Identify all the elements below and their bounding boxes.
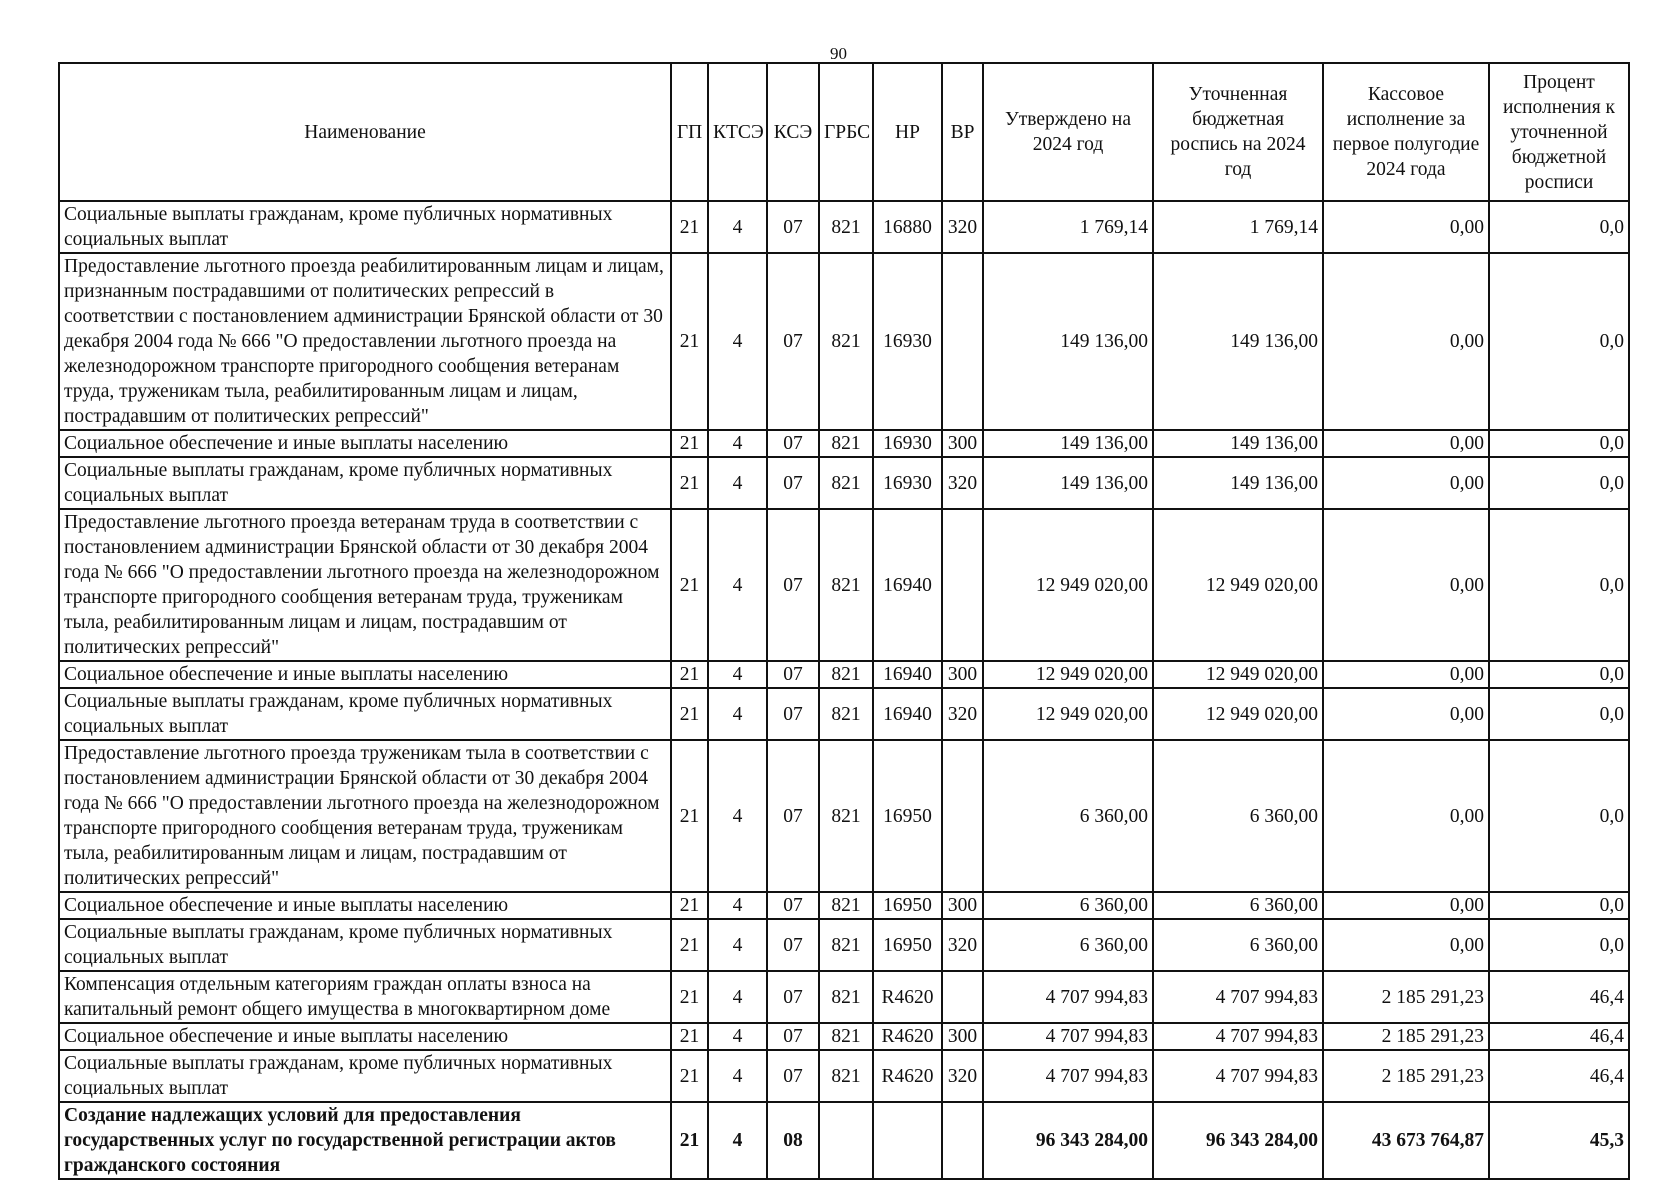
cell-cash: 0,00 (1323, 892, 1489, 919)
cell-gp: 21 (671, 1102, 708, 1179)
cell-vr (942, 253, 983, 430)
cell-refined: 4 707 994,83 (1153, 1050, 1323, 1102)
cell-kse: 07 (767, 201, 819, 253)
cell-grbs: 821 (819, 1023, 873, 1050)
cell-name: Социальное обеспечение и иные выплаты населению (59, 661, 671, 688)
cell-vr (942, 509, 983, 661)
cell-np: 16950 (873, 892, 942, 919)
cell-gp: 21 (671, 661, 708, 688)
cell-name: Социальные выплаты гражданам, кроме публичных нормативных социальных выплат (59, 201, 671, 253)
cell-ktse: 4 (708, 430, 767, 457)
cell-grbs: 821 (819, 509, 873, 661)
cell-kse: 07 (767, 919, 819, 971)
cell-name: Социальное обеспечение и иные выплаты населению (59, 892, 671, 919)
table-row (59, 688, 1629, 740)
table-row (59, 1050, 1629, 1102)
cell-grbs: 821 (819, 740, 873, 892)
cell-refined: 149 136,00 (1153, 430, 1323, 457)
cell-refined: 12 949 020,00 (1153, 688, 1323, 740)
cell-vr (942, 971, 983, 1023)
cell-name: Компенсация отдельным категориям граждан оплаты взноса на капитальный ремонт общего имущества в многоквартирном доме (59, 971, 671, 1023)
cell-ktse: 4 (708, 688, 767, 740)
cell-kse: 08 (767, 1102, 819, 1179)
cell-vr: 320 (942, 457, 983, 509)
cell-approved: 149 136,00 (983, 253, 1153, 430)
cell-percent: 0,0 (1489, 201, 1629, 253)
cell-ktse: 4 (708, 1050, 767, 1102)
cell-gp: 21 (671, 919, 708, 971)
table-row (59, 971, 1629, 1023)
cell-approved: 6 360,00 (983, 740, 1153, 892)
cell-refined: 6 360,00 (1153, 892, 1323, 919)
cell-grbs: 821 (819, 971, 873, 1023)
cell-percent: 0,0 (1489, 457, 1629, 509)
cell-name: Предоставление льготного проезда труженикам тыла в соответствии с постановлением администрации Брянской области от 30 декабря 2004 года № 666 "О предоставлении льготного проезда на железнодорожном транспорте пригородного сообщения ветеранам труда, труженикам тыла, реабилитированным лицам и лицам, пострадавшим от политических репрессий" (59, 740, 671, 892)
cell-cash: 0,00 (1323, 430, 1489, 457)
cell-percent: 0,0 (1489, 661, 1629, 688)
table-row (59, 430, 1629, 457)
cell-cash: 43 673 764,87 (1323, 1102, 1489, 1179)
cell-vr: 300 (942, 430, 983, 457)
cell-percent: 46,4 (1489, 971, 1629, 1023)
cell-ktse: 4 (708, 1023, 767, 1050)
cell-cash: 0,00 (1323, 661, 1489, 688)
cell-grbs: 821 (819, 201, 873, 253)
cell-refined: 6 360,00 (1153, 740, 1323, 892)
header-name: Наименование (59, 63, 671, 201)
budget-table (58, 62, 1630, 1180)
cell-approved: 4 707 994,83 (983, 971, 1153, 1023)
cell-gp: 21 (671, 201, 708, 253)
cell-refined: 12 949 020,00 (1153, 661, 1323, 688)
cell-grbs: 821 (819, 1050, 873, 1102)
cell-vr: 320 (942, 919, 983, 971)
header-np: НР (873, 63, 942, 201)
cell-kse: 07 (767, 1050, 819, 1102)
cell-kse: 07 (767, 253, 819, 430)
cell-approved: 4 707 994,83 (983, 1023, 1153, 1050)
cell-refined: 1 769,14 (1153, 201, 1323, 253)
cell-ktse: 4 (708, 661, 767, 688)
cell-ktse: 4 (708, 919, 767, 971)
cell-gp: 21 (671, 253, 708, 430)
cell-kse: 07 (767, 1023, 819, 1050)
cell-name: Социальное обеспечение и иные выплаты населению (59, 430, 671, 457)
cell-refined: 6 360,00 (1153, 919, 1323, 971)
cell-gp: 21 (671, 971, 708, 1023)
cell-np: R4620 (873, 1023, 942, 1050)
cell-vr (942, 740, 983, 892)
cell-ktse: 4 (708, 1102, 767, 1179)
cell-ktse: 4 (708, 457, 767, 509)
table-body (59, 201, 1629, 1179)
cell-grbs: 821 (819, 688, 873, 740)
cell-ktse: 4 (708, 892, 767, 919)
cell-np: 16930 (873, 457, 942, 509)
cell-gp: 21 (671, 688, 708, 740)
cell-gp: 21 (671, 457, 708, 509)
cell-kse: 07 (767, 509, 819, 661)
cell-refined: 4 707 994,83 (1153, 1023, 1323, 1050)
cell-grbs: 821 (819, 892, 873, 919)
cell-np: 16940 (873, 661, 942, 688)
cell-name: Создание надлежащих условий для предоставления государственных услуг по государственной регистрации актов гражданского состояния (59, 1102, 671, 1179)
cell-vr: 320 (942, 1050, 983, 1102)
cell-percent: 0,0 (1489, 253, 1629, 430)
cell-percent: 45,3 (1489, 1102, 1629, 1179)
cell-approved: 12 949 020,00 (983, 661, 1153, 688)
cell-cash: 0,00 (1323, 201, 1489, 253)
cell-vr: 300 (942, 661, 983, 688)
cell-approved: 6 360,00 (983, 892, 1153, 919)
header-grbs: ГРБС (819, 63, 873, 201)
cell-refined: 96 343 284,00 (1153, 1102, 1323, 1179)
cell-kse: 07 (767, 740, 819, 892)
cell-gp: 21 (671, 509, 708, 661)
cell-name: Социальные выплаты гражданам, кроме публичных нормативных социальных выплат (59, 919, 671, 971)
cell-cash: 0,00 (1323, 457, 1489, 509)
cell-np: 16940 (873, 509, 942, 661)
header-approved: Утверждено на 2024 год (983, 63, 1153, 201)
table-header-row (59, 63, 1629, 201)
cell-cash: 2 185 291,23 (1323, 971, 1489, 1023)
cell-percent: 46,4 (1489, 1023, 1629, 1050)
header-percent: Процент исполнения к уточненной бюджетной росписи (1489, 63, 1629, 201)
table-row (59, 201, 1629, 253)
cell-name: Социальное обеспечение и иные выплаты населению (59, 1023, 671, 1050)
cell-gp: 21 (671, 430, 708, 457)
cell-name: Предоставление льготного проезда реабилитированным лицам и лицам, признанным пострадавшими от политических репрессий в соответствии с постановлением администрации Брянской области от 30 декабря 2004 года № 666 "О предоставлении льготного проезда на железнодорожном транспорте пригородного сообщения ветеранам труда, труженикам тыла, реабилитированным лицам и лицам, пострадавшим от политических репрессий" (59, 253, 671, 430)
header-refined: Уточненная бюджетная роспись на 2024 год (1153, 63, 1323, 201)
cell-name: Социальные выплаты гражданам, кроме публичных нормативных социальных выплат (59, 688, 671, 740)
cell-approved: 6 360,00 (983, 919, 1153, 971)
cell-gp: 21 (671, 1050, 708, 1102)
cell-cash: 0,00 (1323, 509, 1489, 661)
cell-cash: 2 185 291,23 (1323, 1023, 1489, 1050)
cell-cash: 2 185 291,23 (1323, 1050, 1489, 1102)
cell-vr: 300 (942, 1023, 983, 1050)
cell-kse: 07 (767, 892, 819, 919)
cell-vr: 300 (942, 892, 983, 919)
cell-approved: 12 949 020,00 (983, 688, 1153, 740)
cell-kse: 07 (767, 971, 819, 1023)
cell-grbs: 821 (819, 661, 873, 688)
cell-gp: 21 (671, 892, 708, 919)
header-kse: КСЭ (767, 63, 819, 201)
cell-kse: 07 (767, 457, 819, 509)
cell-gp: 21 (671, 1023, 708, 1050)
cell-vr: 320 (942, 201, 983, 253)
cell-refined: 4 707 994,83 (1153, 971, 1323, 1023)
cell-kse: 07 (767, 661, 819, 688)
cell-ktse: 4 (708, 740, 767, 892)
cell-ktse: 4 (708, 253, 767, 430)
cell-refined: 149 136,00 (1153, 253, 1323, 430)
cell-grbs: 821 (819, 457, 873, 509)
header-vr: ВР (942, 63, 983, 201)
cell-approved: 149 136,00 (983, 457, 1153, 509)
cell-percent: 0,0 (1489, 919, 1629, 971)
cell-np: 16950 (873, 740, 942, 892)
cell-cash: 0,00 (1323, 688, 1489, 740)
cell-approved: 1 769,14 (983, 201, 1153, 253)
cell-ktse: 4 (708, 971, 767, 1023)
header-ktse: КТСЭ (708, 63, 767, 201)
cell-grbs: 821 (819, 430, 873, 457)
cell-percent: 0,0 (1489, 740, 1629, 892)
cell-cash: 0,00 (1323, 740, 1489, 892)
cell-np: 16880 (873, 201, 942, 253)
cell-np: 16930 (873, 253, 942, 430)
page-number: 90 (830, 44, 847, 63)
cell-np: R4620 (873, 1050, 942, 1102)
cell-ktse: 4 (708, 509, 767, 661)
cell-percent: 0,0 (1489, 892, 1629, 919)
cell-cash: 0,00 (1323, 253, 1489, 430)
cell-name: Предоставление льготного проезда ветеранам труда в соответствии с постановлением администрации Брянской области от 30 декабря 2004 года № 666 "О предоставлении льготного проезда на железнодорожном транспорте пригородного сообщения ветеранам труда, труженикам тыла, реабилитированным лицам и лицам, пострадавшим от политических репрессий" (59, 509, 671, 661)
header-gp: ГП (671, 63, 708, 201)
cell-percent: 46,4 (1489, 1050, 1629, 1102)
table-row (59, 919, 1629, 971)
cell-np: 16940 (873, 688, 942, 740)
cell-approved: 4 707 994,83 (983, 1050, 1153, 1102)
cell-approved: 96 343 284,00 (983, 1102, 1153, 1179)
cell-kse: 07 (767, 430, 819, 457)
table-row (59, 740, 1629, 892)
cell-np: 16950 (873, 919, 942, 971)
table-row (59, 1023, 1629, 1050)
cell-grbs: 821 (819, 253, 873, 430)
cell-np: R4620 (873, 971, 942, 1023)
cell-vr: 320 (942, 688, 983, 740)
cell-refined: 12 949 020,00 (1153, 509, 1323, 661)
cell-grbs: 821 (819, 919, 873, 971)
cell-name: Социальные выплаты гражданам, кроме публичных нормативных социальных выплат (59, 1050, 671, 1102)
cell-percent: 0,0 (1489, 688, 1629, 740)
cell-ktse: 4 (708, 201, 767, 253)
cell-refined: 149 136,00 (1153, 457, 1323, 509)
cell-cash: 0,00 (1323, 919, 1489, 971)
cell-approved: 149 136,00 (983, 430, 1153, 457)
table-row (59, 1102, 1629, 1179)
cell-np (873, 1102, 942, 1179)
table-row (59, 457, 1629, 509)
cell-gp: 21 (671, 740, 708, 892)
table-row (59, 661, 1629, 688)
header-cash: Кассовое исполнение за первое полугодие 2024 года (1323, 63, 1489, 201)
cell-percent: 0,0 (1489, 430, 1629, 457)
cell-vr (942, 1102, 983, 1179)
cell-kse: 07 (767, 688, 819, 740)
cell-percent: 0,0 (1489, 509, 1629, 661)
table-row (59, 892, 1629, 919)
table-row (59, 253, 1629, 430)
cell-np: 16930 (873, 430, 942, 457)
cell-approved: 12 949 020,00 (983, 509, 1153, 661)
table-row (59, 509, 1629, 661)
cell-name: Социальные выплаты гражданам, кроме публичных нормативных социальных выплат (59, 457, 671, 509)
cell-grbs (819, 1102, 873, 1179)
